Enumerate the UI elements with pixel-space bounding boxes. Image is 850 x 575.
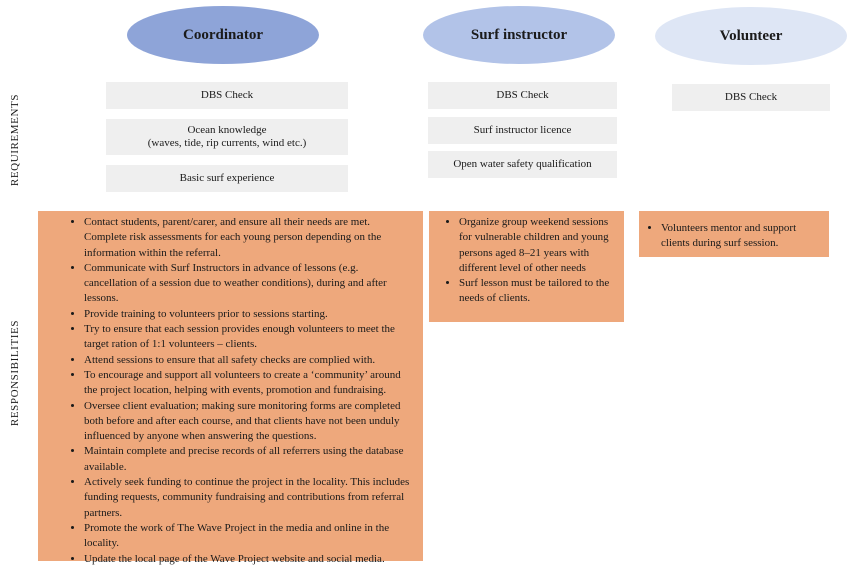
coordinator-req-surf-text: Basic surf experience <box>179 172 275 184</box>
surf-instructor-responsibilities <box>429 211 624 322</box>
surf-instructor-req-dbs <box>428 82 617 109</box>
coordinator-req-ocean-detail: (waves, tide, rip currents, wind etc.) <box>147 137 307 149</box>
surf-instructor-title: Surf instructor <box>470 26 568 43</box>
list-item: • Promote the work of The Wave Project in the media and online in the locality. <box>84 521 413 552</box>
volunteer-header <box>655 7 847 65</box>
list-item: • Surf lesson must be tailored to the needs of clients. <box>459 276 614 307</box>
list-item: • Try to ensure that each session provides enough volunteers to meet the target ration of 1:1 volunteers – clients. <box>84 322 413 353</box>
surf-instructor-req-licence-text: Surf instructor licence <box>473 124 572 136</box>
surf-instructor-req-openwater-text: Open water safety qualification <box>453 158 592 170</box>
list-item: • Maintain complete and precise records of all referrers using the database available. <box>84 444 413 475</box>
surf-instructor-req-licence <box>428 117 617 144</box>
list-item: • Provide training to volunteers prior to sessions starting. <box>84 307 413 322</box>
list-item: • To encourage and support all volunteers to create a ‘community’ around the project location, helping with events, promotion and fundraising. <box>84 368 413 399</box>
coordinator-req-surf <box>106 165 348 192</box>
list-item: • Organize group weekend sessions for vulnerable children and young persons aged 8–21 years with different level of other needs <box>459 215 614 276</box>
volunteer-req-dbs <box>672 84 830 111</box>
list-item: • Volunteers mentor and support clients during surf session. <box>661 221 823 252</box>
coordinator-req-ocean <box>106 119 348 155</box>
coordinator-header <box>127 6 319 64</box>
list-item: • Attend sessions to ensure that all safety checks are complied with. <box>84 353 413 368</box>
responsibilities-label: RESPONSIBILITIES <box>9 319 21 427</box>
list-item: • Actively seek funding to continue the project in the locality. This includes funding requests, community fundraising and contributions from referral partners. <box>84 475 413 521</box>
surf-instructor-req-openwater <box>428 151 617 178</box>
list-item: • Communicate with Surf Instructors in advance of lessons (e.g. cancellation of a session due to weather conditions), during and after lessons. <box>84 261 413 307</box>
list-item: • Oversee client evaluation; making sure monitoring forms are completed both before and after each course, and that clients have not been unduly influenced by anyone when answering the questions. <box>84 399 413 445</box>
coordinator-responsibilities <box>38 211 423 565</box>
volunteer-title: Volunteer <box>719 27 783 44</box>
coordinator-title: Coordinator <box>183 26 263 43</box>
requirements-label: REQUIREMENTS <box>9 93 21 187</box>
surf-instructor-header <box>423 6 615 64</box>
list-item: • Update the local page of the Wave Project website and social media. <box>84 552 413 567</box>
volunteer-req-dbs-text: DBS Check <box>724 91 778 103</box>
list-item: • Contact students, parent/carer, and ensure all their needs are met. Complete risk assessments for each young person depending on the information within the referral. <box>84 215 413 261</box>
coordinator-req-dbs <box>106 82 348 109</box>
coordinator-req-ocean-text: Ocean knowledge <box>187 124 267 136</box>
volunteer-responsibilities <box>639 211 829 257</box>
surf-instructor-req-dbs-text: DBS Check <box>496 89 549 101</box>
coordinator-req-dbs-text: DBS Check <box>200 89 254 101</box>
